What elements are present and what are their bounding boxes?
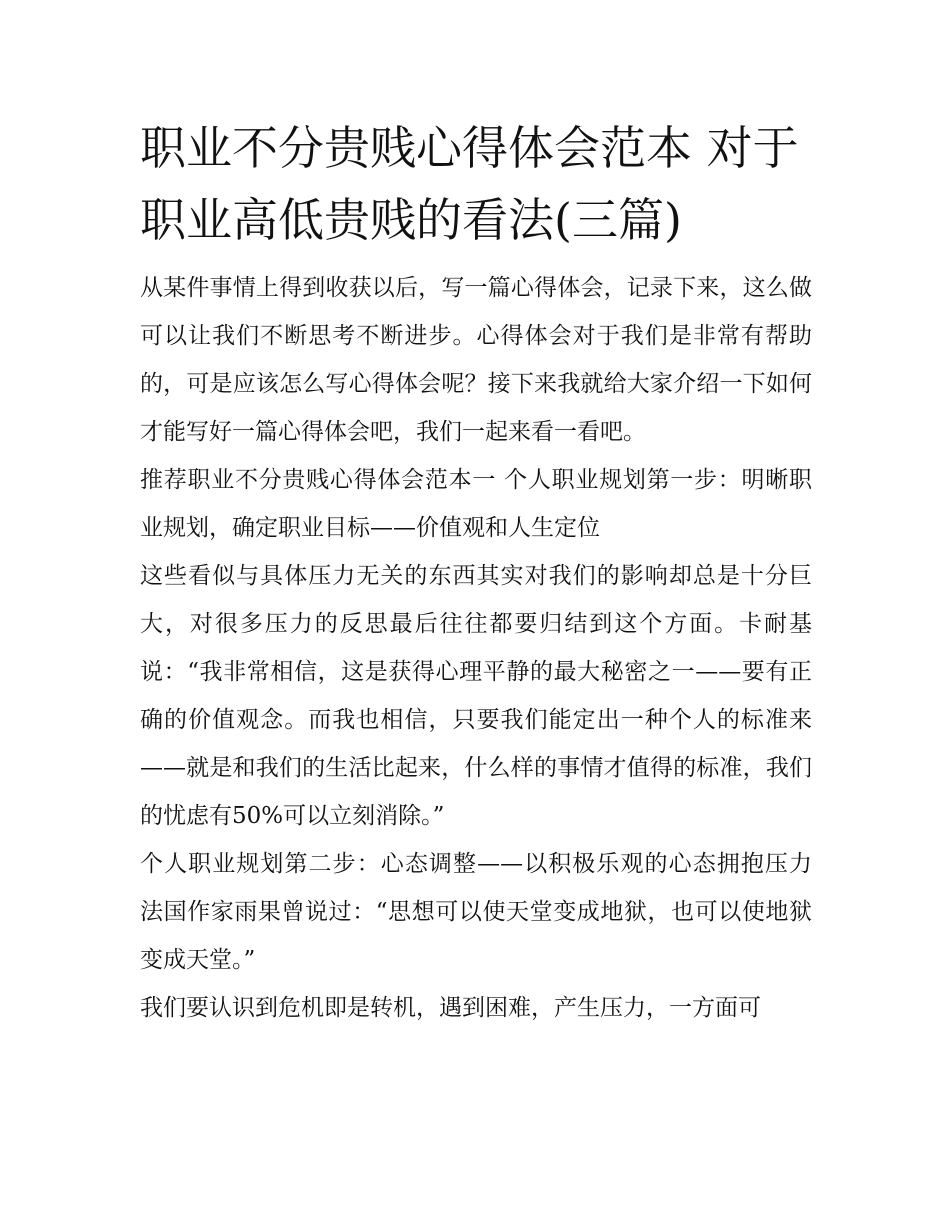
paragraph-step-one-heading: 推荐职业不分贵贱心得体会范本一 个人职业规划第一步：明晰职业规划，确定职业目标——价值观和人生定位	[140, 467, 812, 541]
document-page	[140, 112, 812, 1032]
paragraph-crisis: 我们要认识到危机即是转机，遇到困难，产生压力，一方面可	[140, 995, 761, 1021]
paragraph-intro: 从某件事情上得到收获以后，写一篇心得体会，记录下来，这么做可以让我们不断思考不断进步。心得体会对于我们是非常有帮助的，可是应该怎么写心得体会呢？接下来我就给大家介绍一下如何才能写好一篇心得体会吧，我们一起来看一看吧。	[140, 275, 812, 445]
paragraph-step-two-heading: 个人职业规划第二步：心态调整——以积极乐观的心态拥抱压力 法国作家雨果曾说过：“思想可以使天堂变成地狱，也可以使地狱变成天堂。”	[140, 851, 812, 973]
paragraph-values: 这些看似与具体压力无关的东西其实对我们的影响却总是十分巨大，对很多压力的反思最后往往都要归结到这个方面。卡耐基说：“我非常相信，这是获得心理平静的最大秘密之一——要有正确的价值观念。而我也相信，只要我们能定出一种个人的标准来——就是和我们的生活比起来，什么样的事情才值得的标准，我们的忧虑有50%可以立刻消除。”	[140, 563, 812, 829]
document-title: 职业不分贵贱心得体会范本 对于职业高低贵贱的看法(三篇)	[140, 121, 799, 247]
